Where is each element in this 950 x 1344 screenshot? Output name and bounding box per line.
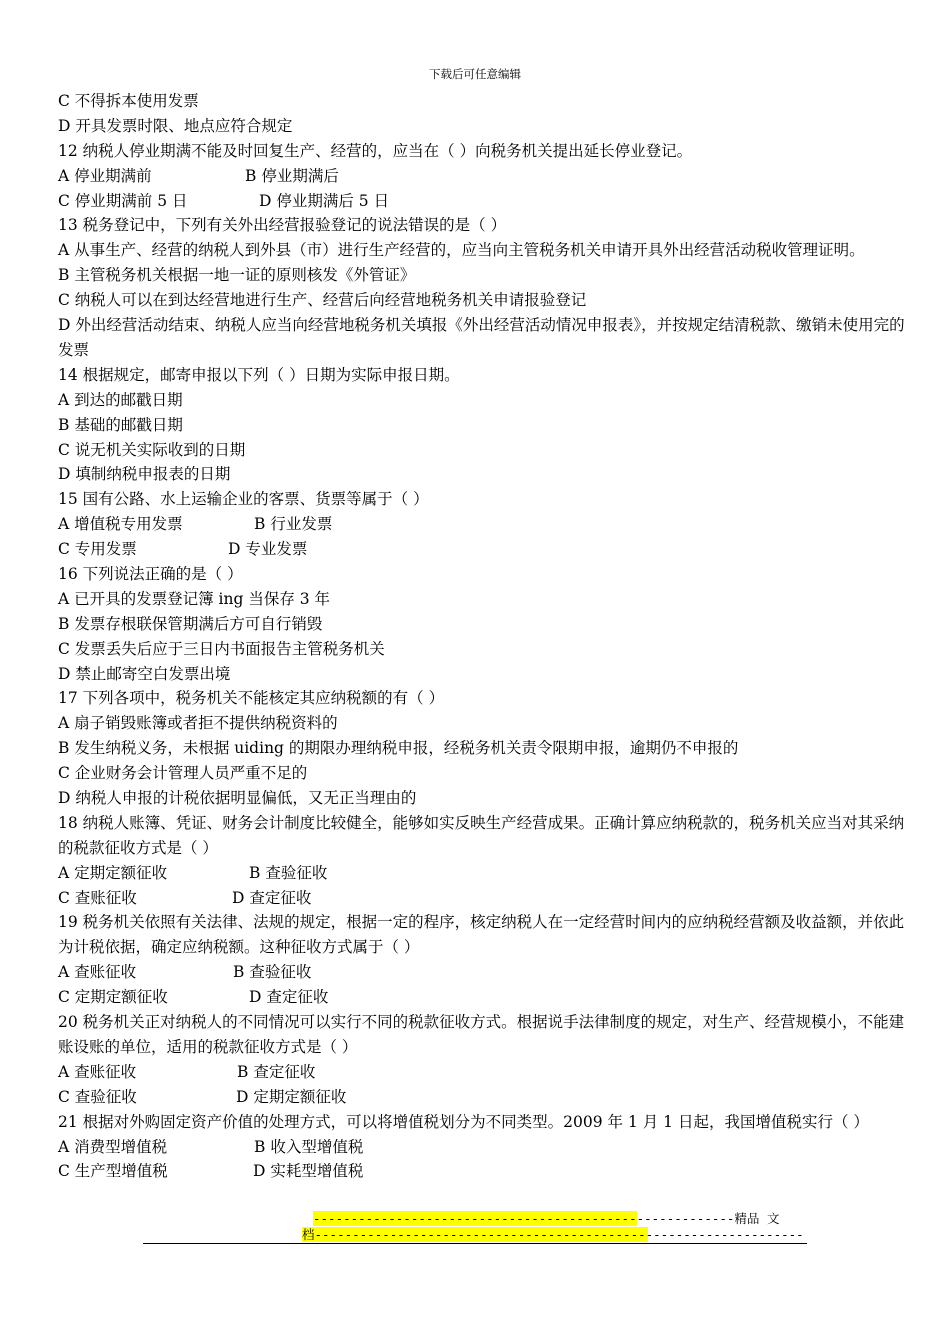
question-12-stem: 12 纳税人停业期满不能及时回复生产、经营的，应当在（ ）向税务机关提出延长停业登记。 <box>58 141 693 160</box>
question-15-stem: 15 国有公路、水上运输企业的客票、货票等属于（ ） <box>58 490 429 509</box>
option-a: A 查账征收 <box>58 963 137 982</box>
question-16-stem: 16 下列说法正确的是（ ） <box>58 564 243 583</box>
question-19-options-ab <box>58 960 908 985</box>
footer-highlight-line-1: --------------------------------------------------------精品 文 <box>313 1211 780 1226</box>
document-body <box>58 89 908 1184</box>
question-16-option-b: B 发票存根联保管期满后方可自行销毁 <box>58 614 323 633</box>
question-16-option-c: C 发票丢失后应于三日内书面报告主管税务机关 <box>58 639 385 658</box>
question-17-option-d: D 纳税人申报的计税依据明显偏低，又无正当理由的 <box>58 788 417 807</box>
footer-highlight-line-2: 档----------------------------------------------------------------- <box>302 1227 804 1242</box>
option-b: B 查验征收 <box>233 963 312 982</box>
option-d: D 查定征收 <box>232 888 312 907</box>
option-c: C 定期定额征收 <box>58 988 168 1007</box>
option-b: B 停业期满后 <box>245 166 339 185</box>
option-a: A 查账征收 <box>58 1062 137 1081</box>
footer-divider <box>143 1243 807 1244</box>
question-14-option-b: B 基础的邮戳日期 <box>58 415 183 434</box>
page-header: 下载后可任意编辑 <box>429 67 521 81</box>
question-16-option-d: D 禁止邮寄空白发票出境 <box>58 664 231 683</box>
option-a: A 消费型增值税 <box>58 1137 168 1156</box>
option-a: A 增值税专用发票 <box>58 515 183 534</box>
question-17-option-a: A 扇子销毁账簿或者拒不提供纳税资料的 <box>58 714 338 733</box>
question-15-options-cd <box>58 537 908 562</box>
question-12-options-cd <box>58 189 908 214</box>
option-b: B 查定征收 <box>237 1062 316 1081</box>
question-17-option-c: C 企业财务会计管理人员严重不足的 <box>58 764 308 783</box>
option-c: C 查账征收 <box>58 888 137 907</box>
question-14-stem: 14 根据规定，邮寄申报以下列（ ）日期为实际申报日期。 <box>58 365 460 384</box>
option-d: D 停业期满后 5 日 <box>259 191 390 210</box>
option-b: B 行业发票 <box>254 515 333 534</box>
option-d: D 专业发票 <box>228 540 308 559</box>
option-c: C 生产型增值税 <box>58 1162 168 1181</box>
question-18-options-ab <box>58 861 908 886</box>
question-12-options-ab <box>58 164 908 189</box>
option-line: D 开具发票时限、地点应符合规定 <box>58 116 293 135</box>
question-21-options-ab <box>58 1135 908 1160</box>
option-c: C 专用发票 <box>58 540 137 559</box>
option-d: D 定期定额征收 <box>236 1087 347 1106</box>
question-13-option-c: C 纳税人可以在到达经营地进行生产、经营后向经营地税务机关申请报验登记 <box>58 291 587 310</box>
question-21-stem: 21 根据对外购固定资产价值的处理方式，可以将增值税划分为不同类型。2009 年 1 月 1 日起，我国增值税实行（ ） <box>58 1112 869 1131</box>
question-20-options-cd <box>58 1085 908 1110</box>
option-c: C 停业期满前 5 日 <box>58 191 188 210</box>
option-c: C 查验征收 <box>58 1087 137 1106</box>
question-13-option-b: B 主管税务机关根据一地一证的原则核发《外管证》 <box>58 266 416 285</box>
question-14-option-a: A 到达的邮戳日期 <box>58 390 183 409</box>
option-d: D 实耗型增值税 <box>253 1162 364 1181</box>
option-line: C 不得拆本使用发票 <box>58 92 199 110</box>
question-17-option-b: B 发生纳税义务，未根据 uiding 的期限办理纳税申报，经税务机关责令限期申报，逾期仍不申报的 <box>58 739 739 758</box>
question-13-stem: 13 税务登记中，下列有关外出经营报验登记的说法错误的是（ ） <box>58 216 507 235</box>
question-18-options-cd <box>58 886 908 911</box>
question-13-option-d: D 外出经营活动结束、纳税人应当向经营地税务机关填报《外出经营活动情况申报表》，并按规定结清税款、缴销未使用完的发票 <box>58 316 905 359</box>
question-21-options-cd <box>58 1159 908 1184</box>
question-20-stem: 20 税务机关正对纳税人的不同情况可以实行不同的税款征收方式。根据说手法律制度的规定，对生产、经营规模小，不能建账设账的单位，适用的税款征收方式是（ ） <box>58 1013 905 1056</box>
question-14-option-c: C 说无机关实际收到的日期 <box>58 440 246 459</box>
option-a: A 定期定额征收 <box>58 863 168 882</box>
question-18-stem: 18 纳税人账簿、凭证、财务会计制度比较健全，能够如实反映生产经营成果。正确计算应纳税款的，税务机关应当对其采纳的税款征收方式是（ ） <box>58 813 905 857</box>
option-b: B 收入型增值税 <box>254 1137 364 1156</box>
question-16-option-a: A 已开具的发票登记簿 ing 当保存 3 年 <box>58 589 331 608</box>
question-13-option-a: A 从事生产、经营的纳税人到外县（市）进行生产经营的，应当向主管税务机关申请开具外出经营活动税收管理证明。 <box>58 241 865 260</box>
question-17-stem: 17 下列各项中，税务机关不能核定其应纳税额的有（ ） <box>58 689 445 708</box>
question-20-options-ab <box>58 1060 908 1085</box>
question-15-options-ab <box>58 512 908 537</box>
option-d: D 查定征收 <box>249 988 329 1007</box>
question-19-options-cd <box>58 985 908 1010</box>
question-19-stem: 19 税务机关依照有关法律、法规的规定，根据一定的程序，核定纳税人在一定经营时间内的应纳税经营额及收益额，并依此为计税依据，确定应纳税额。这种征收方式属于（ ） <box>58 913 905 957</box>
option-a: A 停业期满前 <box>58 166 152 185</box>
option-b: B 查验征收 <box>249 863 328 882</box>
question-14-option-d: D 填制纳税申报表的日期 <box>58 465 231 484</box>
